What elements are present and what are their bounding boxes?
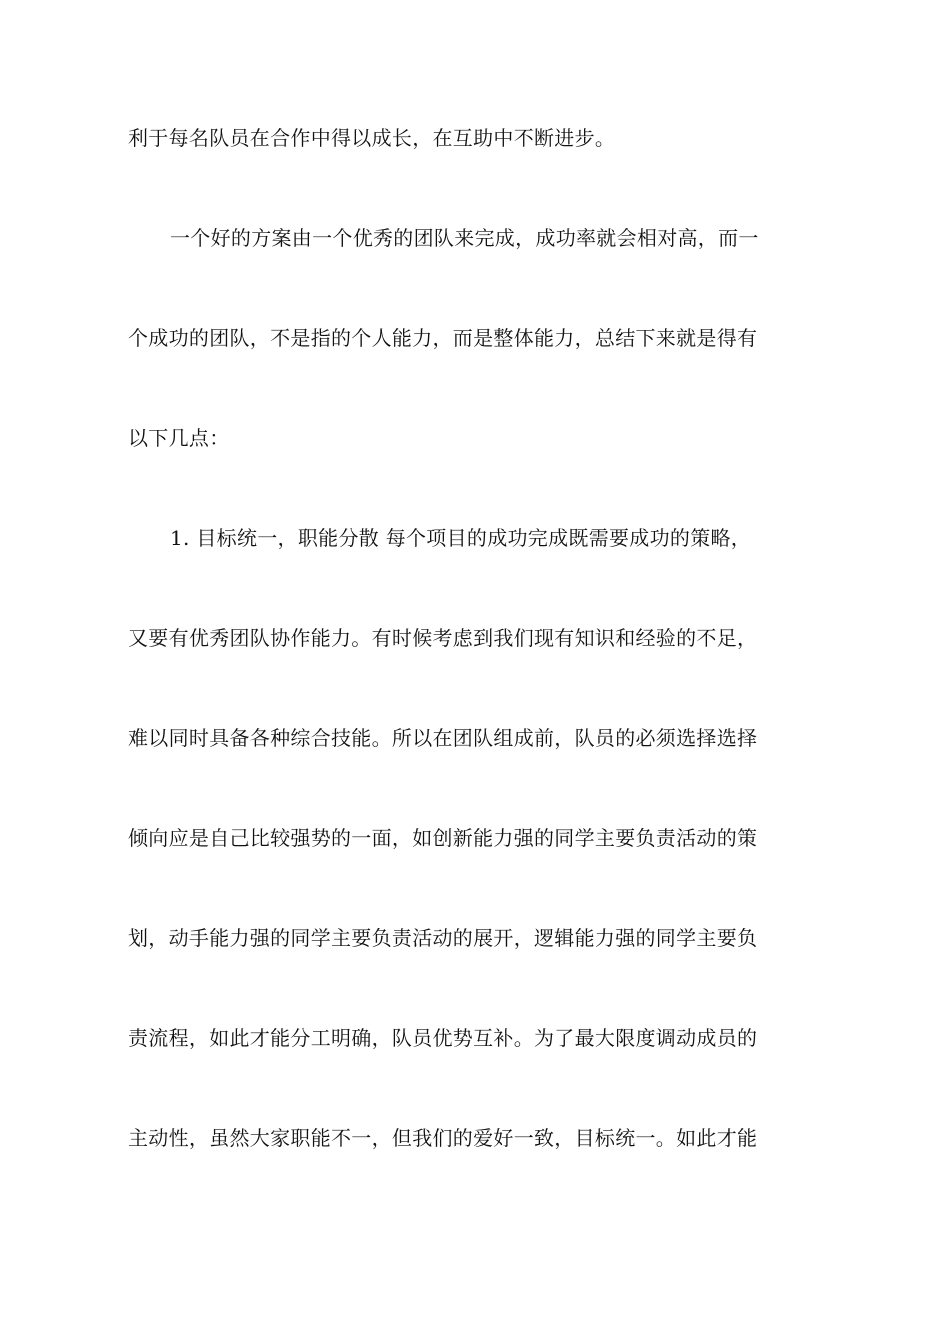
paragraph-line-3: 个成功的团队，不是指的个人能力，而是整体能力，总结下来就是得有	[128, 326, 758, 350]
paragraph-line-9: 划，动手能力强的同学主要负责活动的展开，逻辑能力强的同学主要负	[128, 926, 758, 950]
paragraph-line-4: 以下几点：	[128, 426, 230, 450]
paragraph-line-8: 倾向应是自己比较强势的一面，如创新能力强的同学主要负责活动的策	[128, 826, 758, 850]
paragraph-line-1: 利于每名队员在合作中得以成长，在互助中不断进步。	[128, 126, 616, 150]
paragraph-line-11: 主动性，虽然大家职能不一，但我们的爱好一致，目标统一。如此才能	[128, 1126, 758, 1150]
list-item-heading-line: 1. 目标统一，职能分散 每个项目的成功完成既需要成功的策略，	[170, 526, 752, 550]
paragraph-line-10: 责流程，如此才能分工明确，队员优势互补。为了最大限度调动成员的	[128, 1026, 758, 1050]
paragraph-line-2: 一个好的方案由一个优秀的团队来完成，成功率就会相对高，而一	[170, 226, 759, 250]
paragraph-line-6: 又要有优秀团队协作能力。有时候考虑到我们现有知识和经验的不足，	[128, 626, 758, 650]
paragraph-line-7: 难以同时具备各种综合技能。所以在团队组成前，队员的必须选择选择	[128, 726, 758, 750]
